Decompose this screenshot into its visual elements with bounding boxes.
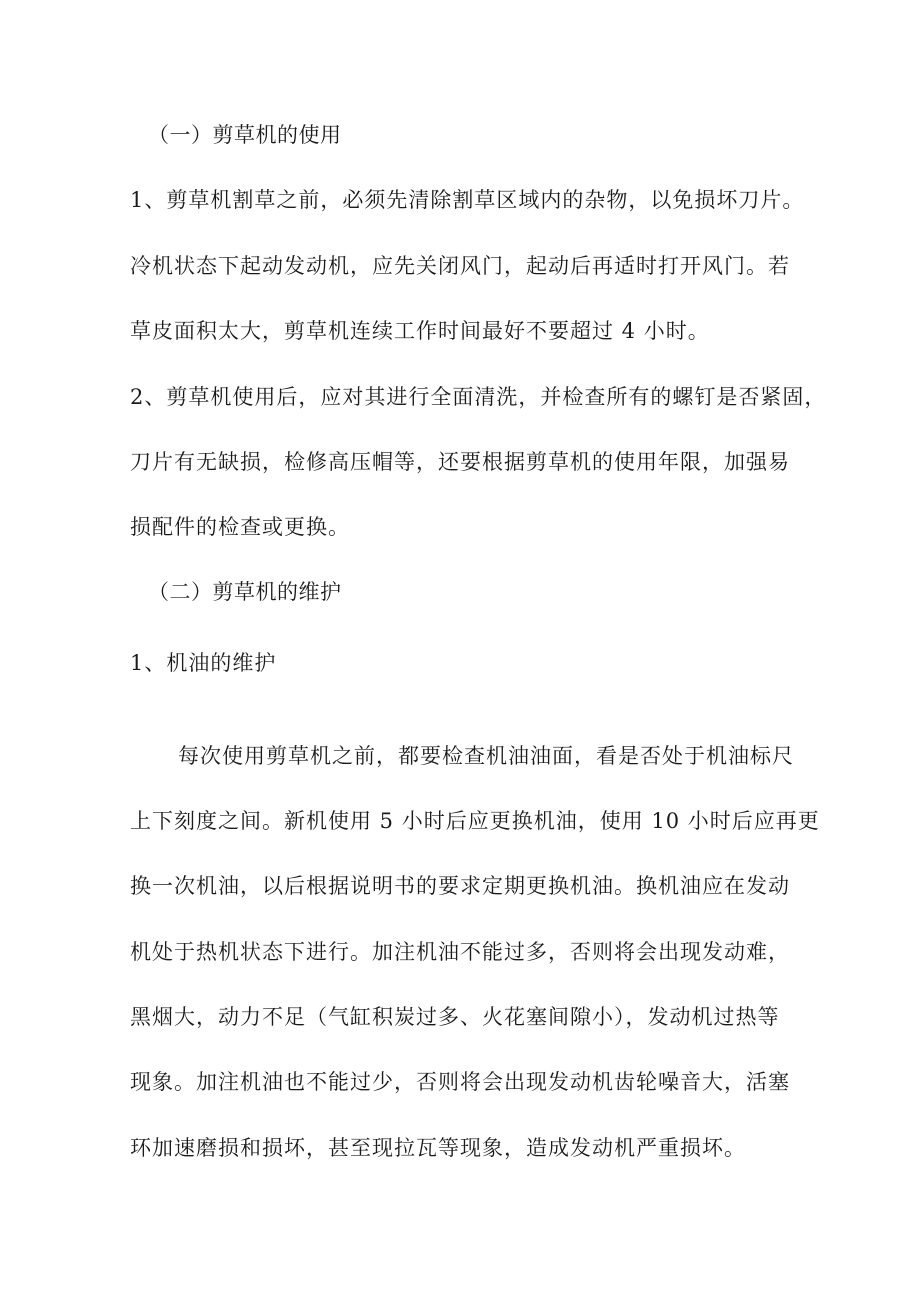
section1-heading: （一）剪草机的使用 xyxy=(148,123,342,147)
section2-line-1: 每次使用剪草机之前，都要检查机油油面，看是否处于机油标尺 xyxy=(178,744,794,768)
section2-line-5: 黑烟大，动力不足（气缸积炭过多、火花塞间隙小），发动机过热等 xyxy=(130,1005,780,1029)
section2-subheading: 1、机油的维护 xyxy=(130,651,277,675)
section1-line-1: 1、剪草机割草之前，必须先清除割草区域内的杂物，以免损坏刀片。 xyxy=(130,188,805,212)
section2-line-3: 换一次机油，以后根据说明书的要求定期更换机油。换机油应在发动 xyxy=(130,874,790,898)
section1-line-5: 刀片有无缺损，检修高压帽等，还要根据剪草机的使用年限，加强易 xyxy=(130,450,790,474)
section2-heading: （二）剪草机的维护 xyxy=(148,580,342,604)
section2-line-6: 现象。加注机油也不能过少，否则将会出现发动机齿轮噪音大，活塞 xyxy=(130,1070,790,1094)
section1-line-3: 草皮面积太大，剪草机连续工作时间最好不要超过 4 小时。 xyxy=(130,319,710,343)
section1-line-4: 2、剪草机使用后，应对其进行全面清洗，并检查所有的螺钉是否紧固， xyxy=(130,385,827,409)
section2-line-4: 机处于热机状态下进行。加注机油不能过多，否则将会出现发动难， xyxy=(130,940,790,964)
section1-line-6: 损配件的检查或更换。 xyxy=(130,515,350,539)
section2-line-2: 上下刻度之间。新机使用 5 小时后应更换机油，使用 10 小时后应再更 xyxy=(130,809,820,833)
section1-line-2: 冷机状态下起动发动机，应先关闭风门，起动后再适时打开风门。若 xyxy=(130,254,790,278)
section2-line-7: 环加速磨损和损坏，甚至现拉瓦等现象，造成发动机严重损坏。 xyxy=(130,1136,746,1160)
